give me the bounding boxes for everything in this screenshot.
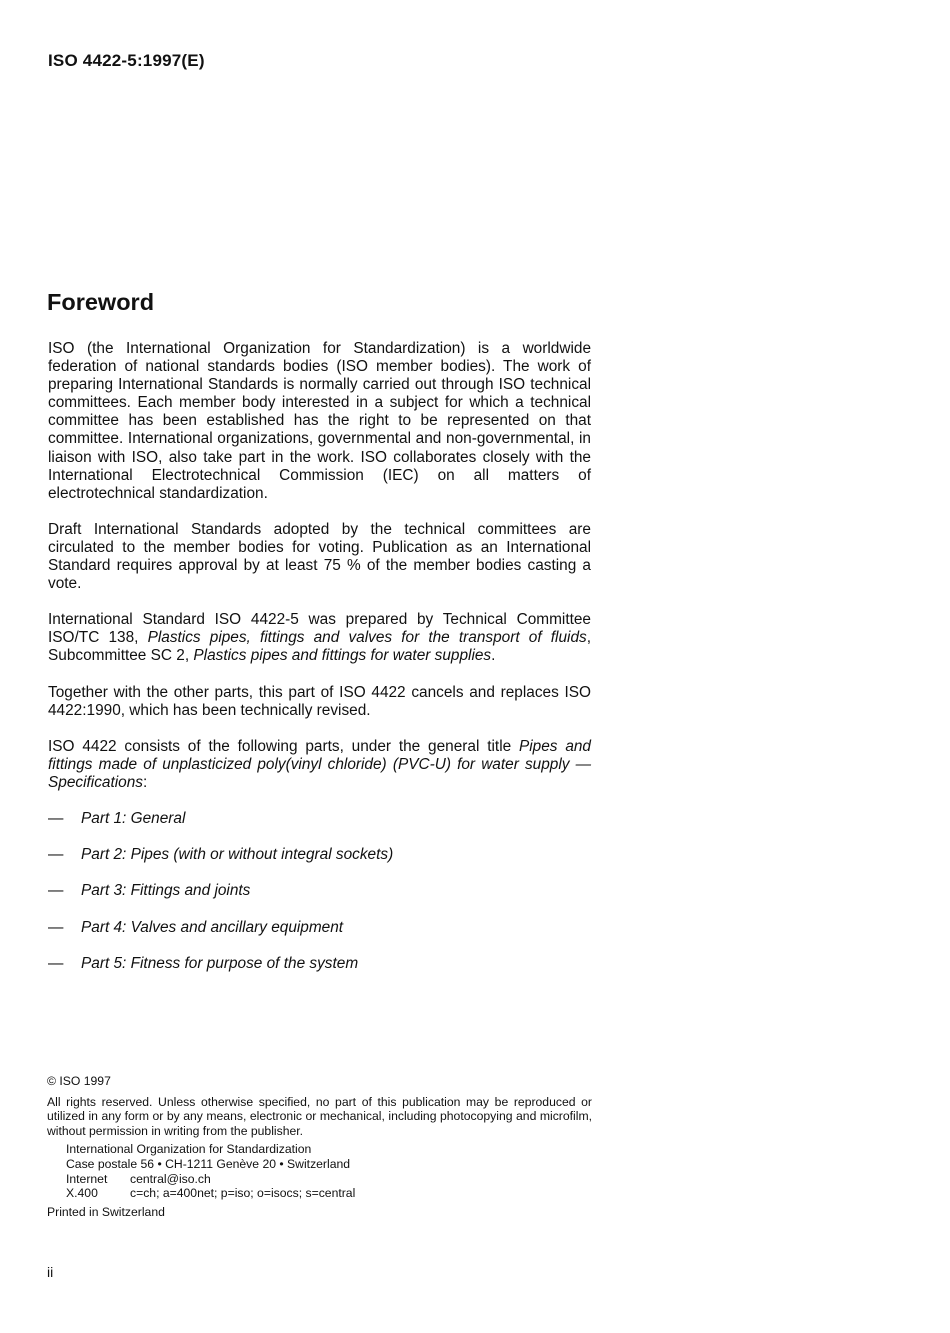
- part-label: Part 2: Pipes (with or without integral sockets): [81, 846, 394, 864]
- paragraph-prepared-by: [48, 611, 591, 665]
- parts-list: [48, 810, 591, 991]
- dash-bullet: —: [48, 918, 64, 936]
- list-item: [48, 846, 591, 882]
- x400-address: c=ch; a=400net; p=iso; o=isocs; s=central: [130, 1186, 356, 1201]
- text-run: , Subcommittee SC 2,: [48, 629, 591, 665]
- list-item: [48, 810, 591, 846]
- dash-bullet: —: [48, 809, 64, 827]
- paragraph-parts-intro: [48, 738, 591, 792]
- paragraph-draft-standards: Draft International Standards adopted by the technical committees are circulated to the member bodies for voting. Publication as an International Standard requires approval by at least 75 % of the member bodies casting a vote.: [48, 520, 591, 593]
- list-item: [48, 882, 591, 918]
- printed-in: Printed in Switzerland: [47, 1204, 165, 1219]
- x400-label: X.400: [66, 1186, 98, 1201]
- section-title: Foreword: [47, 289, 155, 315]
- part-label: Part 4: Valves and ancillary equipment: [81, 918, 344, 936]
- x400-row: [66, 1186, 592, 1201]
- part-label: Part 3: Fittings and joints: [81, 882, 251, 900]
- dash-bullet: —: [48, 882, 64, 900]
- part-label: Part 1: General: [81, 809, 186, 827]
- internet-label: Internet: [66, 1171, 108, 1186]
- list-item: [48, 919, 591, 955]
- general-title: Pipes and fittings made of unplasticized poly(vinyl chloride) (PVC-U) for water supply — Specifications: [48, 737, 591, 791]
- text-run: .: [491, 647, 496, 665]
- paragraph-replaces: Together with the other parts, this part of ISO 4422 cancels and replaces ISO 4422:1990, which has been technically revised.: [48, 683, 591, 719]
- postal-address: Case postale 56 • CH-1211 Genève 20 • Switzerland: [66, 1156, 351, 1171]
- dash-bullet: —: [48, 954, 64, 972]
- text-run: :: [142, 773, 148, 791]
- text-run: International Standard ISO 4422-5 was prepared by Technical Committee ISO/TC 138,: [48, 611, 591, 647]
- document-id: ISO 4422-5:1997(E): [48, 51, 205, 70]
- foreword-body: [48, 340, 591, 991]
- publisher-address: [47, 1142, 592, 1200]
- paragraph-about-iso: ISO (the International Organization for Standardization) is a worldwide federation of national standards bodies (ISO member bodies). The work of preparing International Standards is normally carried out through ISO technical committees. Each member body interested in a subject for which a technical committee has been established has the right to be represented on that committee. International organizations, governmental and non-governmental, in liaison with ISO, also take part in the work. ISO collaborates closely with the International Electrotechnical Commission (IEC) on all matters of electrotechnical standardization.: [48, 340, 591, 502]
- rights-statement: All rights reserved. Unless otherwise specified, no part of this publication may be reproduced or utilized in any form or by any means, electronic or mechanical, including photocopying and microfilm, without permission in writing from the publisher.: [47, 1094, 592, 1138]
- copyright-notice: © ISO 1997: [47, 1074, 111, 1088]
- organization-name: International Organization for Standardization: [66, 1142, 312, 1157]
- dash-bullet: —: [48, 846, 64, 864]
- internet-row: [66, 1172, 592, 1187]
- internet-address: central@iso.ch: [130, 1171, 211, 1186]
- part-label: Part 5: Fitness for purpose of the system: [81, 954, 359, 972]
- copyright-block: [47, 1074, 592, 1219]
- text-run: ISO 4422 consists of the following parts, under the general title: [48, 737, 519, 755]
- list-item: [48, 955, 591, 991]
- page-number: ii: [47, 1264, 54, 1280]
- subcommittee-title: Plastics pipes and fittings for water supplies: [193, 647, 492, 665]
- committee-title: Plastics pipes, fittings and valves for the transport of fluids: [147, 629, 587, 647]
